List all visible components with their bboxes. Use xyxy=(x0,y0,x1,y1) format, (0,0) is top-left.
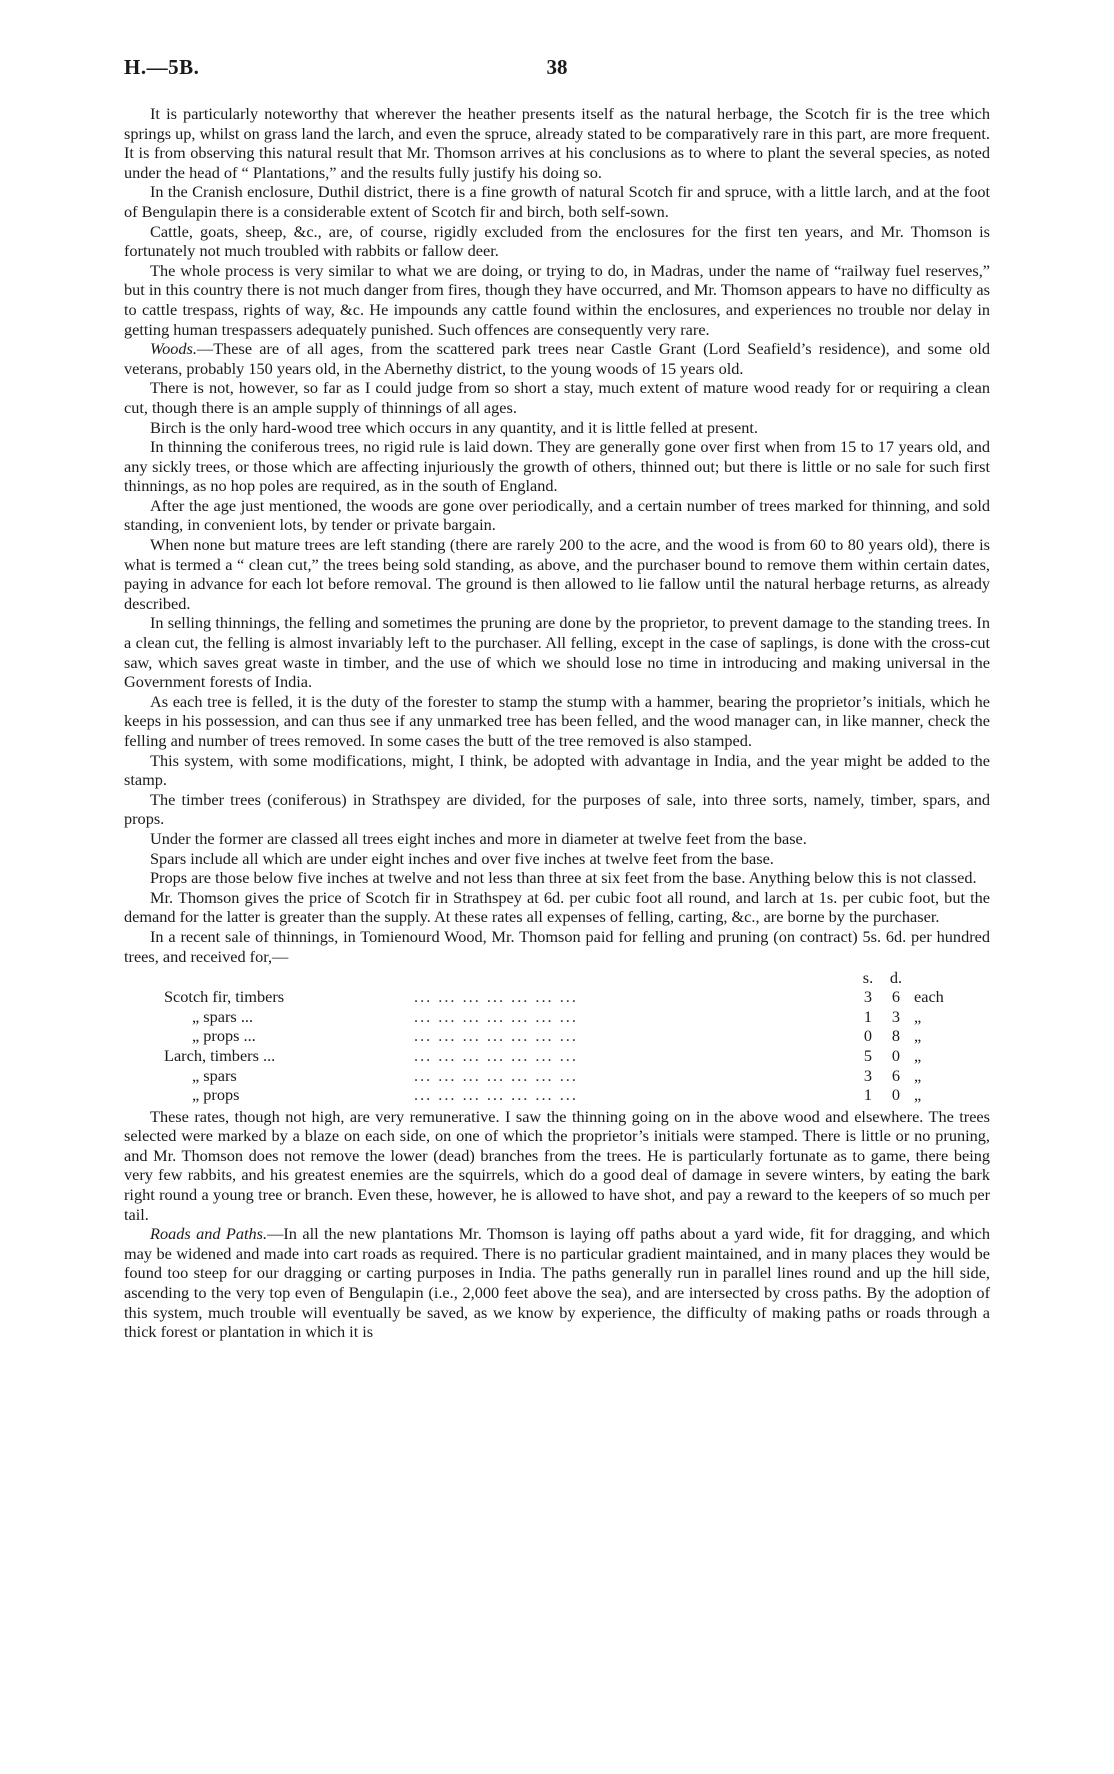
paragraph xyxy=(124,496,990,535)
page-number: 38 xyxy=(546,55,568,79)
dot-leader: ... ... ... ... ... ... ... xyxy=(414,1045,578,1065)
pence-column-header: d. xyxy=(889,968,903,988)
paragraph xyxy=(124,437,990,496)
price-pence: 8 xyxy=(891,1026,901,1046)
price-row xyxy=(124,1026,990,1046)
paragraph xyxy=(124,261,990,339)
price-row xyxy=(124,1007,990,1027)
dot-leader: ... ... ... ... ... ... ... xyxy=(414,1026,578,1046)
body-text xyxy=(124,104,990,1342)
paragraph-text: In the Cranish enclosure, Duthil district, there is a fine growth of natural Scotch fir and spruce, with a little larch, and at the foot of Bengulapin there is a considerable extent of Scotch fir and birch, both self-sown. xyxy=(124,182,990,221)
paragraph xyxy=(124,1224,990,1342)
dot-leader: ... ... ... ... ... ... ... xyxy=(414,1065,578,1085)
paragraph xyxy=(124,829,990,849)
paragraph-text: In selling thinnings, the felling and sometimes the pruning are done by the proprietor, to prevent damage to the standing trees. In a clean cut, the felling is almost invariably left to the purchaser. All felling, except in the case of saplings, is done with the cross-cut saw, which saves great waste in timber, and the use of which we should lose no time in introducing and making universal in the Government forests of India. xyxy=(124,613,990,692)
paragraph-text: When none but mature trees are left standing (there are rarely 200 to the acre, and the wood is from 60 to 80 years old), there is what is termed a “ clean cut,” the trees being sold standing, as above, and the purchaser bound to remove them within certain dates, paying in advance for each lot before removal. The ground is then allowed to lie fallow until the natural herbage returns, as already described. xyxy=(124,535,990,613)
section-heading: Woods. xyxy=(150,339,197,359)
paragraph-text: Props are those below five inches at twelve and not less than three at six feet from the base. Anything below this is not classed. xyxy=(150,868,977,888)
price-shillings: 3 xyxy=(863,987,873,1007)
price-pence: 3 xyxy=(891,1006,901,1026)
paragraph-text: Birch is the only hard-wood tree which occurs in any quantity, and it is little felled at present. xyxy=(150,417,758,437)
document-reference: H.—5B. xyxy=(124,55,200,79)
paragraph xyxy=(124,418,990,438)
paragraph-text: There is not, however, so far as I could judge from so short a stay, much extent of mature wood ready for or requiring a clean cut, though there is an ample supply of thinnings of all ages. xyxy=(124,378,990,417)
paragraph-text: These rates, though not high, are very remunerative. I saw the thinning going on in the above wood and elsewhere. The trees selected were marked by a blaze on each side, on one of which the proprietor’s initials were stamped. There is little or no pruning, and Mr. Thomson does not remove the lower (dead) branches from the trees. He is particularly fortunate as to game, there being very few rabbits, and his greatest enemies are the squirrels, which do a good deal of damage in severe winters, by eating the bark right round a young tree or branch. Even these, however, he is allowed to have shot, and pay a reward to the keepers of so much per tail. xyxy=(124,1106,990,1224)
paragraph-text: After the age just mentioned, the woods are gone over periodically, and a certain number of trees marked for thinning, and sold standing, in convenient lots, by tender or private bargain. xyxy=(124,495,990,535)
paragraph xyxy=(124,888,990,927)
price-shillings: 1 xyxy=(863,1006,873,1026)
paragraph-text: Spars include all which are under eight inches and over five inches at twelve feet from the base. xyxy=(150,848,774,868)
price-table-header-row xyxy=(124,969,990,987)
price-item: „ spars xyxy=(192,1065,237,1085)
price-unit: „ xyxy=(914,1026,922,1046)
price-row xyxy=(124,1046,990,1066)
paragraph-text: This system, with some modifications, might, I think, be adopted with advantage in India, and the year might be added to the stamp. xyxy=(124,750,990,790)
price-shillings: 0 xyxy=(863,1026,873,1046)
paragraph xyxy=(124,339,990,378)
price-shillings: 5 xyxy=(863,1045,873,1065)
paragraph xyxy=(124,927,990,966)
price-shillings: 1 xyxy=(863,1085,873,1105)
price-item: Larch, timbers ... xyxy=(164,1045,276,1065)
paragraph xyxy=(124,104,990,182)
paragraph-text: It is particularly noteworthy that wherever the heather presents itself as the natural herbage, the Scotch fir is the tree which springs up, whilst on grass land the larch, and even the spruce, already stated to be comparatively rare in this part, are more frequent. It is from observing this natural result that Mr. Thomson arrives at his conclusions as to where to plant the several species, as noted under the head of “ Plantations,” and the results fully justify his doing so. xyxy=(124,104,990,182)
price-item: „ props ... xyxy=(192,1026,256,1046)
paragraph-text: The timber trees (coniferous) in Strathspey are divided, for the purposes of sale, into three sorts, namely, timber, spars, and props. xyxy=(124,789,990,829)
paragraph xyxy=(124,613,990,691)
paragraph-text: In thinning the coniferous trees, no rigid rule is laid down. They are generally gone over first when from 15 to 17 years old, and any sickly trees, or those which are affecting injuriously the growth of others, thinned out; but there is little or no sale for such first thinnings, as no hop poles are required, as in the south of England. xyxy=(124,437,990,496)
price-row xyxy=(124,1085,990,1105)
paragraphs-after-table xyxy=(124,1107,990,1342)
paragraph xyxy=(124,849,990,869)
price-item: Scotch fir, timbers xyxy=(164,987,285,1007)
dot-leader: ... ... ... ... ... ... ... xyxy=(414,1085,578,1105)
dot-leader: ... ... ... ... ... ... ... xyxy=(414,1006,578,1026)
price-pence: 0 xyxy=(891,1045,901,1065)
paragraphs-before-table xyxy=(124,104,990,966)
price-pence: 0 xyxy=(891,1085,901,1105)
price-unit: „ xyxy=(914,1045,922,1065)
paragraph-text: The whole process is very similar to what we are doing, or trying to do, in Madras, under the name of “railway fuel reserves,” but in this country there is not much danger from fires, though they have occurred, and Mr. Thomson appears to have no difficulty as to cattle trespass, rights of way, &c. He impounds any cattle found within the enclosures, and experiences no trouble nor delay in getting human trespassers adequately punished. Such offences are consequently very rare. xyxy=(124,260,990,339)
page-header xyxy=(124,52,990,82)
paragraph xyxy=(124,182,990,221)
paragraph-text: Mr. Thomson gives the price of Scotch fir in Strathspey at 6d. per cubic foot all round, and larch at 1s. per cubic foot, but the demand for the latter is greater than the supply. At these rates all expenses of felling, carting, &c., are borne by the purchaser. xyxy=(124,887,990,927)
shillings-column-header: s. xyxy=(862,968,874,988)
paragraph xyxy=(124,222,990,261)
price-unit: each xyxy=(914,987,944,1007)
price-unit: „ xyxy=(914,1085,922,1105)
paragraph-text: Cattle, goats, sheep, &c., are, of course, rigidly excluded from the enclosures for the first ten years, and Mr. Thomson is fortunately not much troubled with rabbits or fallow deer. xyxy=(124,221,990,261)
paragraph xyxy=(124,1107,990,1225)
price-pence: 6 xyxy=(891,987,901,1007)
paragraph xyxy=(124,790,990,829)
price-row xyxy=(124,987,990,1007)
paragraph-text: —These are of all ages, from the scattered park trees near Castle Grant (Lord Seafield’s residence), and some old veterans, probably 150 years old, in the Abernethy district, to the young woods of 15 years old. xyxy=(124,339,990,378)
paragraph-text: In a recent sale of thinnings, in Tomienourd Wood, Mr. Thomson paid for felling and pruning (on contract) 5s. 6d. per hundred trees, and received for,— xyxy=(124,926,990,966)
paragraph xyxy=(124,868,990,888)
price-unit: „ xyxy=(914,1065,922,1085)
price-shillings: 3 xyxy=(863,1065,873,1085)
price-item: „ props xyxy=(192,1085,240,1105)
price-table xyxy=(124,969,990,1105)
price-row xyxy=(124,1066,990,1086)
paragraph-text: —In all the new plantations Mr. Thomson is laying off paths about a yard wide, fit for dragging, and which may be widened and made into cart roads as required. There is no particular gradient maintained, and in many places they would be found too steep for our dragging or carting purposes in India. The paths generally run in parallel lines round and up the hill side, ascending to the very top even of Bengulapin (i.e., 2,000 feet above the sea), and are intersected by cross paths. By the adoption of this system, much trouble will eventually be saved, as we know by experience, the difficulty of making paths or roads through a thick forest or plantation in which it is xyxy=(124,1224,990,1342)
section-heading: Roads and Paths. xyxy=(150,1224,268,1244)
dot-leader: ... ... ... ... ... ... ... xyxy=(414,987,578,1007)
price-pence: 6 xyxy=(891,1065,901,1085)
paragraph-text: As each tree is felled, it is the duty of the forester to stamp the stump with a hammer, bearing the proprietor’s initials, which he keeps in his possession, and can thus see if any unmarked tree has been felled, and the wood manager can, in like manner, check the felling and number of trees removed. In some cases the butt of the tree removed is also stamped. xyxy=(124,691,990,750)
price-unit: „ xyxy=(914,1006,922,1026)
paragraph xyxy=(124,751,990,790)
paragraph xyxy=(124,692,990,751)
price-item: „ spars ... xyxy=(192,1006,254,1026)
paragraph xyxy=(124,535,990,613)
paragraph-text: Under the former are classed all trees eight inches and more in diameter at twelve feet from the base. xyxy=(150,828,807,848)
paragraph xyxy=(124,378,990,417)
